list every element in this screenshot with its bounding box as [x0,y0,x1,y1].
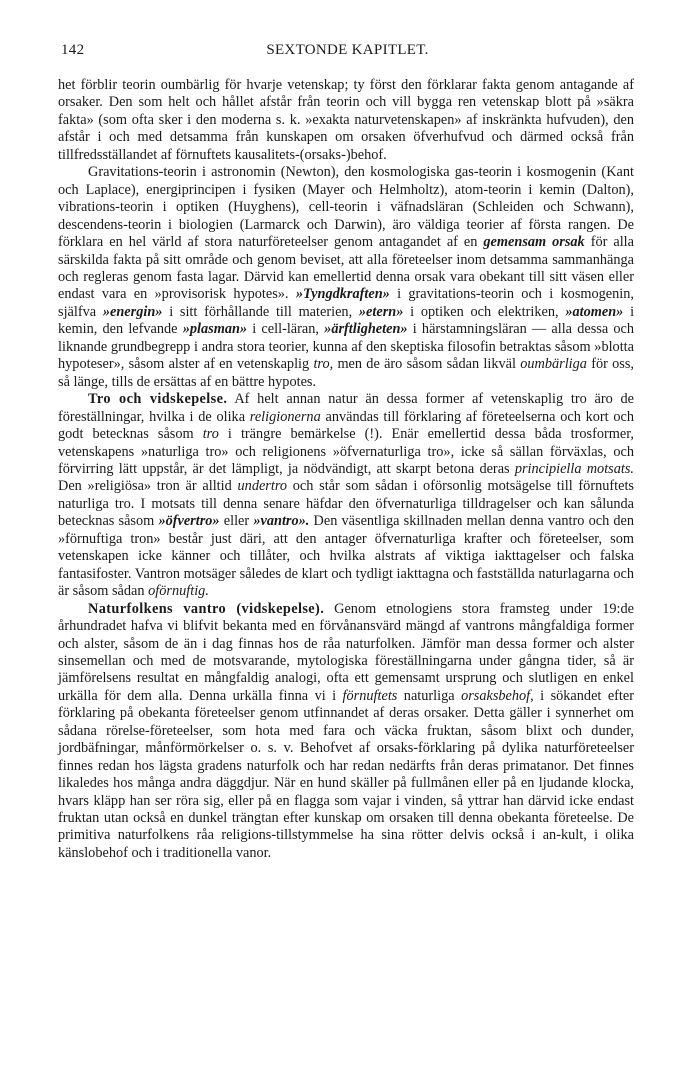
running-head: SEXTONDE KAPITLET. [266,42,429,58]
text-run: naturliga [403,687,455,704]
text-run: i kemin, den lefvande [58,303,635,338]
text-run: i sökandet efter förklaring på obekanta företeelser genom utfinnandet af deras orsaker. Detta gäller i synnerhet om sådana rörelse-företeelser, som hota med fara och väcka fruktan, såsom blixt och dunder, jordbäfningar, månförmörkelser o. s. v. Behofvet af orsaks-förklaring på dylika naturföreteelser finnes redan hos lägsta gradens naturfolk och har redan nedärfts från deras primatanor. Det finnes likaledes hos många andra däggdjur. När en hund skäller på fullmånen eller på en ljudande klocka, hvars kläpp han ser röra sig, eller på en flagga som vajar i vinden, så yttrar han därvid icke endast fruktan utan också en dunkel trängtan efter kunskap om orsaken till denna obekanta företeelse. De primitiva naturfolkens råa religions-tillstymmelse ha sina rötter delvis också i an-kult, i olika känslobehof och i traditionella vanor. [58,687,635,861]
emphasis-text: orsaksbehof, [461,687,534,704]
emphasis-text: »öfvertro» [158,513,220,530]
text-run: i optiken och elektriken, [410,303,559,320]
text-run: Genom etnologiens stora framsteg under 19:de århundradet hafva vi blifvit bekanta med en förvånansvärd mängd af vantrons mångfaldiga former och alster, såsom de än i dag finnas hos de råa naturfolken. Jämför man dessa former och alster sinsemellan och med de motsvarande, mytologiska föreställningarna under gångna tider, så är jämförelsens resultat en mångfaldig analogi, ofta ett gemensamt ursprung och slutligen en enkel urkälla för dem alla. Denna urkälla finna vi i [58,600,634,704]
text-run: i cell-läran, [252,321,319,338]
emphasis-text: tro [202,426,219,443]
page-header [61,42,634,64]
text-run: het förblir teorin oumbärlig för hvarje vetenskap; ty först den förklarar fakta genom antagande af orsaker. Den som helt och hållet afstår från teorin och vill bygga ren vetenskap blott på »säkra fakta» (som ofta sker i den moderna s. k. »exakta naturvetenskapen» af inskränkta hufvuden), den afstår i och med detsamma från kunskapen om orsaken öfverhufvud och därmed också från tillfredsställandet af förnuftets kausalitets-(orsaks-)behof. [58,77,634,163]
emphasis-text: oförnuftig. [148,583,209,600]
paragraph-faith-and-superstition [58,391,634,600]
page-number: 142 [61,42,85,58]
emphasis-text: »etern» [358,303,404,320]
paragraph-theory-continuation [58,77,634,164]
emphasis-text: oumbärliga [520,356,587,373]
text-run: i härstamningsläran — alla dessa och liknande grundbegrepp i andra stora teorier, kunna af den skeptiska filosofin betraktas såsom »blotta hypoteser», såsom alster af en vetenskaplig [58,321,635,373]
section-run-in-heading: Tro och vidskepelse. [88,391,228,408]
text-run: användas till förklaring af företeelserna och kort och godt betecknas såsom [58,408,635,443]
emphasis-text: tro, [313,356,334,373]
text-run: Gravitations-teorin i astronomin (Newton), den kosmologiska gas-teorin i kosmogenin (Kant och Laplace), energiprincipen i fysiken (Mayer och Helmholtz), atom-teorin i kemin (Dalton), vibrations-teorin i optiken (Huyghens), cell-teorin i väfnadsläran (Schleiden och Schwann), descendens-teorin i biologien (Larmarck och Darwin), äro väldiga teorier af första rangen. De förklara en hel värld af stora naturföreteelser genom antagandet af en [58,164,634,251]
emphasis-text: »plasman» [182,321,248,338]
text-run: för oss, så länge, tills de ersättas af en bättre hypotes. [58,356,634,390]
section-run-in-heading: Naturfolkens vantro (vidskepelse). [88,600,325,617]
paragraph-great-theories [58,164,634,391]
text-run: Den väsentliga skillnaden mellan denna vantro och den »förnuftiga tron» består just däri, att den antager öfvernaturliga krafter och företeelser, som vetenskapen icke känner och tillåter, och hvilka alstrats af viktiga iakttagelser och falska fantasifoster. Vantron motsäger således de klart och tydligt iakttagna och fastställda naturlagarna och är såsom sådan [58,513,635,600]
emphasis-text: »atomen» [565,303,624,320]
text-run: i trängre bemärkelse (!). Enär emellertid dessa båda trosformer, vetenskapens »naturliga tro» och religionens »öfvernaturliga tro», icke så sällan förväxlas, och förvirring lätt uppstår, är det lämpligt, ja nödvändigt, att skarpt betona deras [58,426,635,477]
emphasis-text: »vantro». [253,513,310,530]
text-run: eller [223,513,250,530]
emphasis-text: »ärftligheten» [324,321,408,338]
text-run: i sitt förhållande till materien, [169,303,353,320]
body-text [58,77,634,862]
text-run: Den »religiösa» tron är alltid [58,478,232,495]
emphasis-text: principiella motsats. [514,460,634,477]
paragraph-primitive-superstition [58,601,634,863]
text-run: i gravitations-teorin och i kosmogenin, själfva [58,286,634,320]
emphasis-text: förnuftets [342,687,398,704]
emphasis-text: undertro [237,478,288,495]
emphasis-text: religionerna [249,408,321,425]
text-run: Af helt annan natur än dessa former af vetenskaplig tro äro de föreställningar, hvilka i de olika [58,391,634,425]
text-run: men de äro såsom sådan likväl [337,356,516,373]
emphasis-text: »energin» [102,303,163,320]
emphasis-text: gemensam orsak [483,234,585,251]
emphasis-text: »Tyngdkraften» [295,286,390,303]
text-run: för alla särskilda fakta på sitt område och genom beviset, att alla företeelser inom detsamma sammanhänga och regleras genom fasta lagar. Därvid kan emellertid denna orsak vara obekant till sitt väsen eller endast vara en »provisorisk hypotes». [58,234,634,303]
text-run: och står som sådan i oförsonlig motsägelse till förnuftets naturliga tro. I motsats till denna senare häfdar den öfvernaturliga tilldragelser och kan sålunda betecknas såsom [58,478,634,530]
